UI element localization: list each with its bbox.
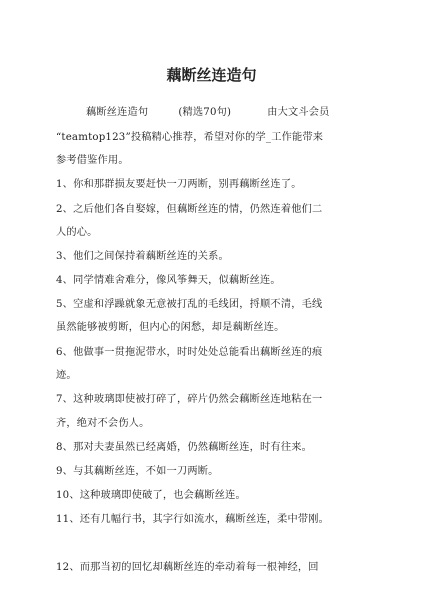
intro-line-3: 参考借鉴作用。	[56, 155, 129, 166]
intro-title-ref: 藕断丝连造句	[86, 107, 149, 118]
intro-source: 由大文斗会员	[267, 107, 330, 118]
sentence-line: 4、同学情难舍难分，像风筝舞天，似藕断丝连。	[56, 275, 281, 286]
sentence-line: 9、与其藕断丝连，不如一刀两断。	[56, 466, 219, 477]
sentence-line: 人的心。	[56, 227, 98, 238]
sentence-line: 5、空虚和浮躁就象无意被打乱的毛线团，捋顺不清，毛线	[56, 299, 323, 310]
intro-line-2: “teamtop123”投稿精心推荐，希望对你的学_工作能带来	[56, 132, 324, 143]
sentence-line: 3、他们之间保持着藕断丝连的关系。	[56, 251, 229, 262]
sentence-line: 虽然能够被剪断，但内心的闲愁，却是藕断丝连。	[56, 322, 285, 333]
sentence-line: 7、这种玻璃即使被打碎了，碎片仍然会藕断丝连地粘在一	[56, 394, 323, 405]
sentence-line: 8、那对夫妻虽然已经离婚，仍然藕断丝连，时有往来。	[56, 442, 312, 453]
sentence-line: 1、你和那群损友要赶快一刀两断，别再藕断丝连了。	[56, 179, 302, 190]
sentence-line: 11、还有几幅行书，其字行如流水，藕断丝连，柔中带刚。	[56, 514, 330, 525]
sentence-line: 2、之后他们各自娶嫁，但藕断丝连的情，仍然连着他们二	[56, 204, 323, 215]
sentence-line: 10、这种玻璃即使破了，也会藕断丝连。	[56, 490, 246, 501]
sentence-line: 齐，绝对不会伤人。	[56, 418, 150, 429]
sentence-line: 迹。	[56, 370, 77, 381]
sentence-line: 12、而那当初的回忆却藕断丝连的牵动着每一根神经，回	[56, 562, 319, 573]
sentence-line: 6、他做事一贯拖泥带水，时时处处总能看出藕断丝连的痕	[56, 347, 323, 358]
document-title: 藕断丝连造句	[166, 66, 257, 84]
intro-line-1	[86, 103, 330, 118]
intro-selection-note: (精选70句)	[178, 107, 232, 118]
